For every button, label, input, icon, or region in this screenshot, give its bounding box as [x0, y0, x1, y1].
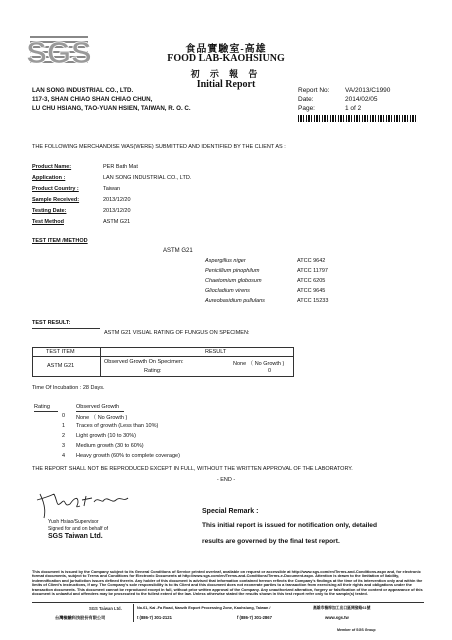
organism-atcc: ATCC 11797	[297, 268, 328, 274]
report-title-cn: 初 示 報 告	[190, 69, 262, 79]
rating-scale-desc: Medium growth (30 to 60%)	[76, 443, 144, 449]
reproduce-notice: THE REPORT SHALL NOT BE REPRODUCED EXCEPT IN FULL, WITHOUT THE WRITTEN APPROVAL OF THE LABORATORY.	[32, 466, 353, 472]
page-value: 1 of 2	[345, 105, 362, 112]
barcode	[298, 115, 418, 122]
organism-atcc: ATCC 9642	[297, 258, 326, 264]
incubation-time: Time Of Incubation : 28 Days.	[32, 385, 105, 391]
footer-web: www.sgs.tw	[325, 615, 349, 620]
handwritten-signature	[34, 488, 134, 520]
footer-tel: t (886-7) 301-2121	[137, 615, 172, 620]
footer-company-en: SGS Taiwan Ltd.	[89, 606, 122, 611]
footer-separator	[133, 604, 134, 622]
report-title-en: Initial Report	[196, 79, 256, 90]
test-method-label: Test Method	[32, 219, 64, 225]
organism-name: Aspergillus niger	[205, 258, 246, 264]
test-item-method: ASTM G21	[163, 248, 193, 254]
rating-underline	[34, 411, 58, 412]
intro-text: THE FOLLOWING MERCHANDISE WAS(WERE) SUBMITTED AND IDENTIFIED BY THE CLIENT AS :	[32, 144, 286, 150]
rating-scale-value: 3	[62, 443, 66, 449]
legal-disclaimer: This document is issued by the Company subject to its General Conditions of Service printed overleaf, available on request or accessible at http://www.sgs.com/en/Terms-and-Conditions.aspx and, for electronic format documents, subject to Terms and Conditions for Electronic Documents at http://www.sgs.com/en/Terms-and-Conditions/Terms-e-Document.aspx. Attention is drawn to the limitation of liability, indemnification and jurisdiction issues defined therein. Any holder of this document is advised that information contained hereon reflects the Company's findings at the time of its intervention only and within the limits of Client's instructions, if any. The Company's sole responsibility is to its Client and this document does not exonerate parties to a transaction from exercising all their rights and obligations under the transaction documents. This document cannot be reproduced except in full, without prior written approval of the Company. Any unauthorized alteration, forgery or falsification of the content or appearance of this document is unlawful and offenders may be prosecuted to the fullest extent of the law. Unless otherwise stated the results shown in this test report refer only to the sample(s) tested.	[32, 569, 423, 597]
rating-label: Rating:	[144, 368, 162, 374]
testing-date-label: Testing Date:	[32, 208, 67, 214]
test-result-heading: TEST RESULT:	[32, 320, 71, 326]
company-address-1: 117-3, SHAN CHIAO SHAN CHIAO CHUN,	[32, 96, 153, 103]
organism-atcc: ATCC 9645	[297, 288, 326, 294]
sample-received-value: 2013/12/20	[103, 197, 131, 203]
result-item-value: ASTM G21	[47, 363, 75, 369]
result-table-column-divider	[100, 347, 101, 377]
date-label: Date:	[298, 96, 314, 103]
rating-scale-col-rating: Rating	[34, 404, 50, 410]
rating-scale-desc: Light growth (10 to 30%)	[76, 433, 136, 439]
test-result-title: ASTM G21 VISUAL RATING OF FUNGUS ON SPECIMEN:	[104, 330, 250, 336]
footer-fax: f (886-7) 301-2867	[237, 615, 272, 620]
rating-scale-value: 0	[62, 413, 66, 419]
special-remark-line-1: This initial report is issued for notification only, detailed	[202, 522, 377, 529]
product-country-label: Product Country :	[32, 186, 79, 192]
result-col-item: TEST ITEM	[46, 349, 75, 355]
sample-received-label: Sample Received:	[32, 197, 80, 203]
testing-date-value: 2013/12/20	[103, 208, 131, 214]
observed-growth-value: None （ No Growth )	[233, 361, 285, 367]
report-no-value: VA/2013/C1990	[345, 87, 391, 94]
lab-name-en: FOOD LAB-KAOHSIUNG	[167, 53, 285, 64]
observed-growth-label: Observed Growth On Specimen:	[104, 359, 184, 365]
end-marker: - END -	[216, 477, 236, 483]
observed-underline	[76, 411, 124, 412]
test-item-heading: TEST ITEM /METHOD	[32, 238, 88, 244]
special-remark-title: Special Remark :	[202, 508, 259, 515]
organism-atcc: ATCC 6205	[297, 278, 326, 284]
signed-for-text: Signed for and on behalf of	[48, 526, 109, 532]
result-table-divider	[32, 356, 294, 357]
result-col-result: RESULT	[205, 349, 227, 355]
signatory-name: Yush Hsiao/Supervisor	[48, 519, 99, 525]
application-value: LAN SONG INDUSTRIAL CO., LTD.	[103, 175, 192, 181]
lab-name-cn: 食品實驗室-高雄	[185, 44, 267, 55]
product-country-value: Taiwan	[103, 186, 121, 192]
footer-member: Member of SGS Group	[337, 628, 376, 632]
footer-address-cn: 高雄市楠梓加工出口區開發路61號	[313, 606, 371, 610]
rating-scale-col-observed: Observed Growth	[76, 404, 120, 410]
special-remark-line-2: results are governed by the final test report.	[202, 538, 340, 545]
company-address-2: LU CHU HSIANG, TAO-YUAN HSIEN, TAIWAN, R. O. C.	[32, 105, 191, 112]
date-value: 2014/02/05	[345, 96, 378, 103]
organism-name: Penicillium pinophilum	[205, 268, 260, 274]
footer-address-en: No.61, Kai -Fa Road, Nanzih Export Processing Zone, Kaohsiung, Taiwan /	[137, 606, 271, 610]
test-method-value: ASTM G21	[103, 219, 131, 225]
footer-company-cn: 台灣檢驗科技股份有限公司	[55, 615, 106, 620]
organism-name: Chaetomium globosum	[205, 278, 262, 284]
company-name: LAN SONG INDUSTRIAL CO., LTD.	[32, 87, 134, 94]
organism-name: Gliocladium virens	[205, 288, 250, 294]
rating-scale-desc: Traces of growth (Less than 10%)	[76, 423, 159, 429]
svg-text:SGS: SGS	[26, 35, 92, 70]
rating-scale-value: 4	[62, 453, 66, 459]
rating-scale-value: 1	[62, 423, 66, 429]
report-no-label: Report No:	[298, 87, 330, 94]
rating-scale-desc: None （ No Growth )	[76, 415, 128, 421]
signatory-company: SGS Taiwan Ltd.	[48, 533, 103, 540]
test-result-underline	[32, 328, 100, 329]
product-name-value: PER Bath Mat	[103, 164, 138, 170]
footer-divider	[32, 602, 424, 603]
rating-scale-value: 2	[62, 433, 66, 439]
page-label: Page:	[298, 105, 315, 112]
application-label: Application :	[32, 175, 66, 181]
organism-name: Aureobasidium pullulans	[205, 298, 265, 304]
product-name-label: Product Name:	[32, 164, 72, 170]
rating-value: 0	[268, 368, 272, 374]
rating-scale-desc: Heavy growth (60% to complete coverage)	[76, 453, 180, 459]
organism-atcc: ATCC 15233	[297, 298, 329, 304]
